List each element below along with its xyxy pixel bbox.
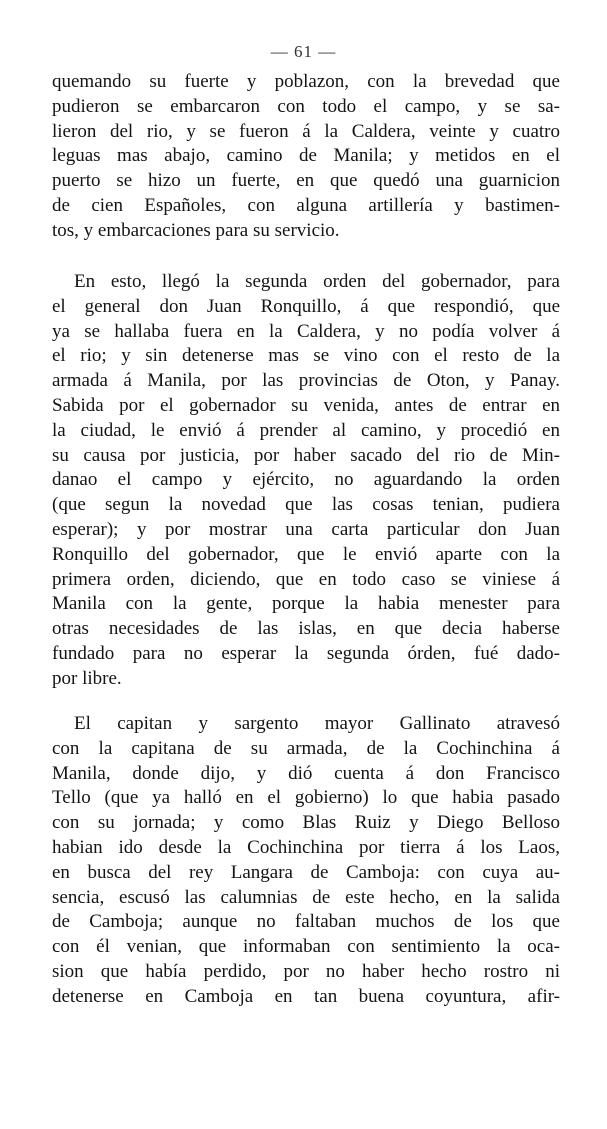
text-line: el rio; y sin detenerse mas se vino con el resto de la <box>52 345 560 367</box>
paragraph-3 <box>52 712 560 1010</box>
text-line: tos, y embarcaciones para su servicio. <box>52 219 340 241</box>
text-line: con su jornada; y como Blas Ruiz y Diego Belloso <box>52 812 560 834</box>
text-line: leguas mas abajo, camino de Manila; y metidos en el <box>52 145 560 167</box>
text-line: sencia, escusó las calumnias de este hecho, en la salida <box>52 886 560 908</box>
text-line: esperar); y por mostrar una carta particular don Juan <box>52 518 560 540</box>
text-line: su causa por justicia, por haber sacado del rio de Min- <box>52 444 560 466</box>
text-line: primera orden, diciendo, que en todo caso se viniese á <box>52 568 560 590</box>
text-line: sion que había perdido, por no haber hecho rostro ni <box>52 960 560 982</box>
text-line: por libre. <box>52 667 122 689</box>
text-line: En esto, llegó la segunda orden del gobernador, para <box>74 271 560 292</box>
text-line: Tello (que ya halló en el gobierno) lo que habia pasado <box>52 787 560 809</box>
text-line: habian ido desde la Cochinchina por tierra á los Laos, <box>52 836 560 858</box>
paragraph-1 <box>52 70 560 244</box>
text-line: otras necesidades de las islas, en que decia haberse <box>52 618 560 640</box>
paragraph-2 <box>52 270 560 692</box>
text-line: detenerse en Camboja en tan buena coyuntura, afir- <box>52 985 560 1007</box>
text-line: danao el campo y ejército, no aguardando la orden <box>52 469 560 491</box>
text-line: ya se hallaba fuera en la Caldera, y no podía volver á <box>52 320 560 342</box>
text-line: pudieron se embarcaron con todo el campo, y se sa- <box>52 95 560 117</box>
text-line: armada á Manila, por las provincias de Oton, y Panay. <box>52 370 560 392</box>
text-line: (que segun la novedad que las cosas tenian, pudiera <box>52 494 560 516</box>
text-line: fundado para no esperar la segunda órden, fué dado- <box>52 642 560 664</box>
text-line: con la capitana de su armada, de la Cochinchina á <box>52 737 560 759</box>
page-number: — 61 — <box>270 42 337 61</box>
text-line: Sabida por el gobernador su venida, antes de entrar en <box>52 394 560 416</box>
text-line: con él venian, que informaban con sentimiento la oca- <box>52 936 560 958</box>
text-line: El capitan y sargento mayor Gallinato atravesó <box>74 713 560 734</box>
text-line: Manila, donde dijo, y dió cuenta á don Francisco <box>52 762 560 784</box>
text-line: puerto se hizo un fuerte, en que quedó una guarnicion <box>52 170 560 192</box>
text-line: de Camboja; aunque no faltaban muchos de los que <box>52 911 560 933</box>
text-line: el general don Juan Ronquillo, á que respondió, que <box>52 295 560 317</box>
text-line: quemando su fuerte y poblazon, con la brevedad que <box>52 71 560 92</box>
text-line: de cien Españoles, con alguna artillería y bastimen- <box>52 194 560 216</box>
text-line: Ronquillo del gobernador, que le envió aparte con la <box>52 543 560 565</box>
text-line: lieron del rio, y se fueron á la Caldera, veinte y cuatro <box>52 120 560 142</box>
text-line: Manila con la gente, porque la habia menester para <box>52 593 560 615</box>
text-line: en busca del rey Langara de Camboja: con cuya au- <box>52 861 560 883</box>
text-line: la ciudad, le envió á prender al camino, y procedió en <box>52 419 560 441</box>
